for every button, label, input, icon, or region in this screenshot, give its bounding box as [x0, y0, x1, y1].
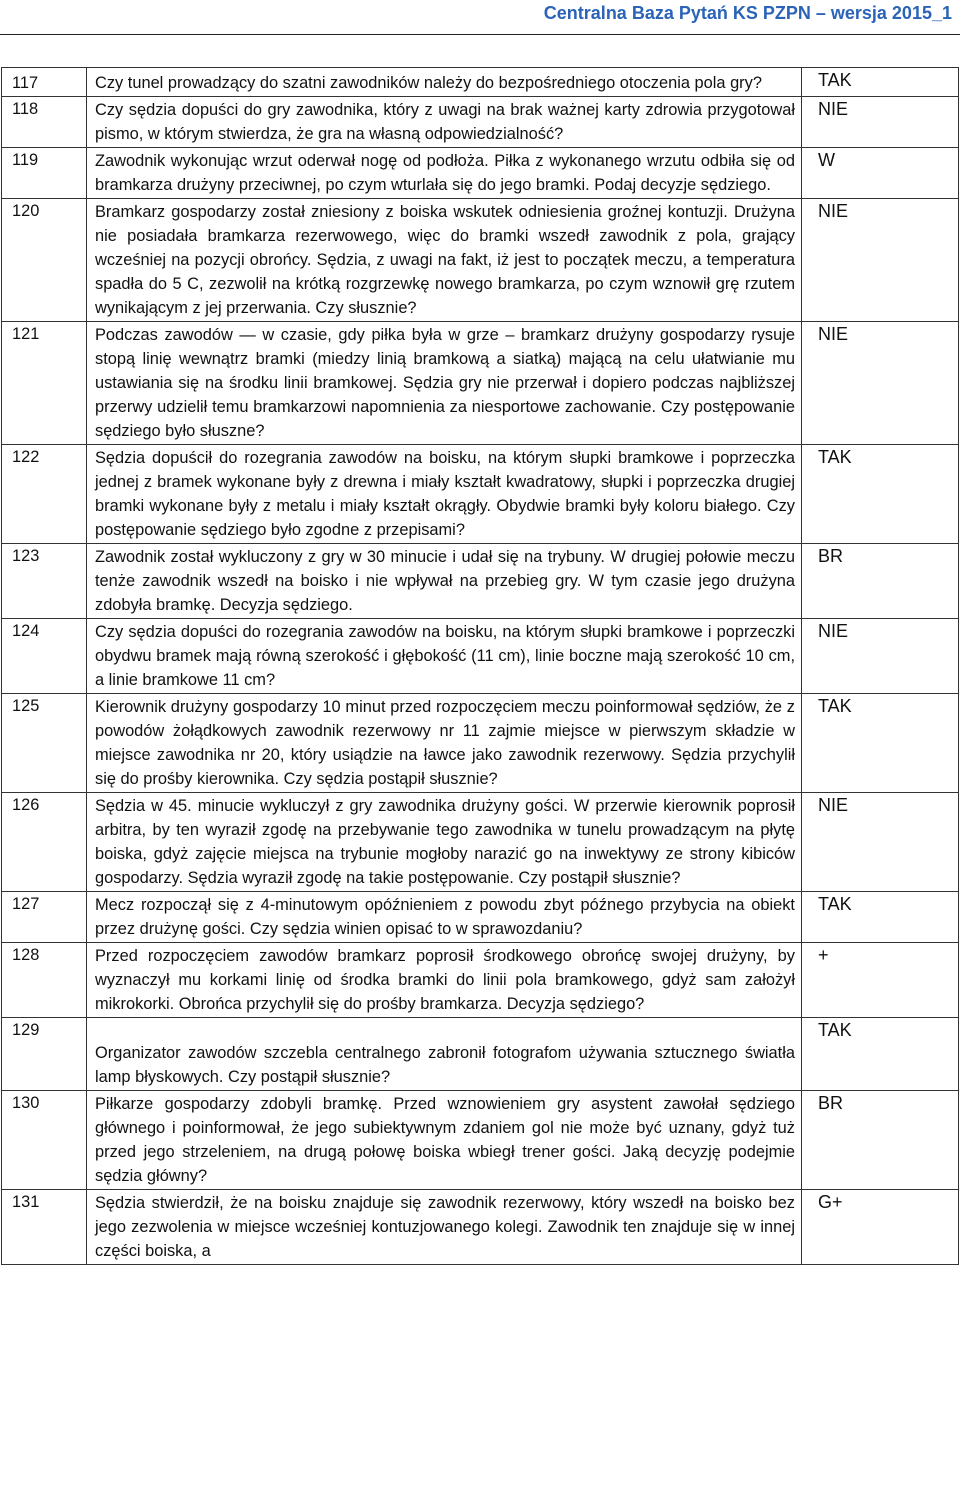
question-text: [87, 892, 802, 943]
question-text: [87, 1190, 802, 1265]
answer-cell: NIE: [802, 199, 959, 322]
question-text: [87, 199, 802, 322]
question-row: [2, 199, 959, 322]
answer-cell: NIE: [802, 97, 959, 148]
question-number: 124: [2, 619, 87, 694]
question-row: [2, 322, 959, 445]
question-row: [2, 793, 959, 892]
answer-cell: NIE: [802, 793, 959, 892]
question-text-content: Zawodnik wykonując wrzut oderwał nogę od podłoża. Piłka z wykonanego wrzutu odbiła się od bramkarza drużyny przeciwnej, po czym wturlała się do jego bramki. Podaj decyzje sędziego.: [95, 152, 795, 194]
question-text-content: Sędzia w 45. minucie wykluczył z gry zawodnika drużyny gości. W przerwie kierownik poprosił arbitra, by ten wyraził zgodę na przebywanie tego zawodnika w tunelu prowadzącym na płytę boiska, gdyż zajęcie miejsca na trybunie mogłoby narazić go na inwektywy ze strony kibiców gospodarzy. Sędzia wyraził zgodę na takie postępowanie. Czy postąpił słusznie?: [95, 797, 795, 887]
questions-table: [1, 67, 959, 1265]
question-text-content: Podczas zawodów — w czasie, gdy piłka była w grze – bramkarz drużyny gospodarzy rysuje stopą linię wewnątrz bramki (miedzy linią bramkową a siatką) mającą na celu ułatwianie mu ustawiania się na środku linii bramkowej. Sędzia gry nie przerwał i dopiero podczas najbliższej przerwy udzielił temu bramkarzowi napomnienia za niesportowe zachowanie. Czy postępowanie sędziego było słuszne?: [95, 326, 795, 440]
question-row: [2, 1091, 959, 1190]
question-text: [87, 943, 802, 1018]
answer-cell: W: [802, 148, 959, 199]
question-text: [87, 445, 802, 544]
question-row: [2, 68, 959, 97]
question-number: 120: [2, 199, 87, 322]
answer-cell: BR: [802, 1091, 959, 1190]
question-row: [2, 1190, 959, 1265]
answer-cell: BR: [802, 544, 959, 619]
question-text-content: Czy tunel prowadzący do szatni zawodników należy do bezpośredniego otoczenia pola gry?: [95, 74, 762, 92]
question-text: [87, 97, 802, 148]
answer-cell: NIE: [802, 322, 959, 445]
question-text-content: Bramkarz gospodarzy został zniesiony z boiska wskutek odniesienia groźnej kontuzji. Drużyna nie posiadała bramkarza rezerwowego, więc do bramki wszedł zawodnik z pola, grający wcześniej na pozycji obrońcy. Sędzia, z uwagi na fakt, iż jest to początek meczu, a temperatura spadła do 5 C, zezwolił na krótką rozgrzewkę nowego bramkarza, po czym wznowił grę rzutem wynikającym z jej przerwania. Czy słusznie?: [95, 203, 795, 317]
question-number: 130: [2, 1091, 87, 1190]
question-text: [87, 148, 802, 199]
question-row: [2, 148, 959, 199]
answer-cell: TAK: [802, 694, 959, 793]
answer-cell: TAK: [802, 892, 959, 943]
question-row: [2, 943, 959, 1018]
question-number: 121: [2, 322, 87, 445]
cell-spacer: [95, 1019, 795, 1041]
question-text: [87, 793, 802, 892]
question-row: [2, 694, 959, 793]
answer-cell: +: [802, 943, 959, 1018]
question-text-content: Sędzia stwierdził, że na boisku znajduje się zawodnik rezerwowy, który wszedł na boisko bez jego zezwolenia w miejsce wcześniej kontuzjowanego kolegi. Zawodnik ten znajduje się w innej części boiska, a: [95, 1194, 795, 1260]
question-row: [2, 544, 959, 619]
question-text: [87, 694, 802, 793]
question-text: [87, 322, 802, 445]
answer-cell: TAK: [802, 445, 959, 544]
document-header: Centralna Baza Pytań KS PZPN – wersja 2015_1: [543, 3, 952, 23]
question-number: 128: [2, 943, 87, 1018]
question-number: 131: [2, 1190, 87, 1265]
question-number: 123: [2, 544, 87, 619]
header-rule: [0, 34, 960, 35]
question-row: [2, 1018, 959, 1091]
question-row: [2, 445, 959, 544]
question-text-content: Czy sędzia dopuści do gry zawodnika, który z uwagi na brak ważnej karty zdrowia przygotował pismo, w którym stwierdza, że gra na własną odpowiedzialność?: [95, 101, 795, 143]
question-text: [87, 1091, 802, 1190]
question-number: 119: [2, 148, 87, 199]
question-text: [87, 619, 802, 694]
question-text-content: Czy sędzia dopuści do rozegrania zawodów na boisku, na którym słupki bramkowe i poprzeczki obydwu bramek mają równą szerokość i głębokość (11 cm), linie boczne mają szerokość 10 cm, a linie bramkowe 11 cm?: [95, 623, 795, 689]
question-number: 127: [2, 892, 87, 943]
question-text-content: Sędzia dopuścił do rozegrania zawodów na boisku, na którym słupki bramkowe i poprzeczka jednej z bramek wykonane były z drewna i miały kształt kwadratowy, słupki i poprzeczka drugiej bramki wykonane były z metalu i miały kształt okrągły. Obydwie bramki były koloru białego. Czy postępowanie sędziego było zgodne z przepisami?: [95, 449, 795, 539]
question-number: 129: [2, 1018, 87, 1091]
question-text: [87, 1018, 802, 1091]
question-text-content: Przed rozpoczęciem zawodów bramkarz poprosił środkowego obrońcę swojej drużyny, by wyznaczył mu korkami linię od środka bramki do linii pola bramkowego, gdyż sam założył mikrokorki. Obrońca przychylił się do prośby bramkarza. Decyzja sędziego?: [95, 947, 795, 1013]
answer-cell: NIE: [802, 619, 959, 694]
question-text-content: Zawodnik został wykluczony z gry w 30 minucie i udał się na trybuny. W drugiej połowie meczu tenże zawodnik wszedł na boisko i nie wpływał na przebieg gry. W tym czasie jego drużyna zdobyła bramkę. Decyzja sędziego.: [95, 548, 795, 614]
question-text-content: Organizator zawodów szczebla centralnego zabronił fotografom używania sztucznego światła lamp błyskowych. Czy postąpił słusznie?: [95, 1044, 795, 1086]
question-row: [2, 97, 959, 148]
question-text-content: Mecz rozpoczął się z 4-minutowym opóźnieniem z powodu zbyt późnego przybycia na obiekt przez drużynę gości. Czy sędzia winien opisać to w sprawozdaniu?: [95, 896, 795, 938]
answer-cell: TAK: [802, 68, 959, 97]
answer-cell: TAK: [802, 1018, 959, 1091]
question-number: 117: [2, 68, 87, 97]
question-number: 126: [2, 793, 87, 892]
question-number: 122: [2, 445, 87, 544]
question-text: [87, 68, 802, 97]
question-number: 125: [2, 694, 87, 793]
question-number: 118: [2, 97, 87, 148]
question-row: [2, 892, 959, 943]
question-row: [2, 619, 959, 694]
question-text: [87, 544, 802, 619]
question-text-content: Kierownik drużyny gospodarzy 10 minut przed rozpoczęciem meczu poinformował sędziów, że z powodów żołądkowych zawodnik rezerwowy nr 11 zajmie miejsce w pierwszym składzie w miejsce zawodnika nr 20, który usiądzie na ławce jako zawodnik rezerwowy. Sędzia przychylił się do prośby kierownika. Czy sędzia postąpił słusznie?: [95, 698, 795, 788]
answer-cell: G+: [802, 1190, 959, 1265]
question-text-content: Piłkarze gospodarzy zdobyli bramkę. Przed wznowieniem gry asystent zawołał sędziego głównego i poinformował, że jego subiektywnym zdaniem gol nie może być uznany, gdyż tuż przed jego strzeleniem, na drugą połowę boiska wbiegł trener gości. Jaką decyzję podejmie sędzia główny?: [95, 1095, 795, 1185]
